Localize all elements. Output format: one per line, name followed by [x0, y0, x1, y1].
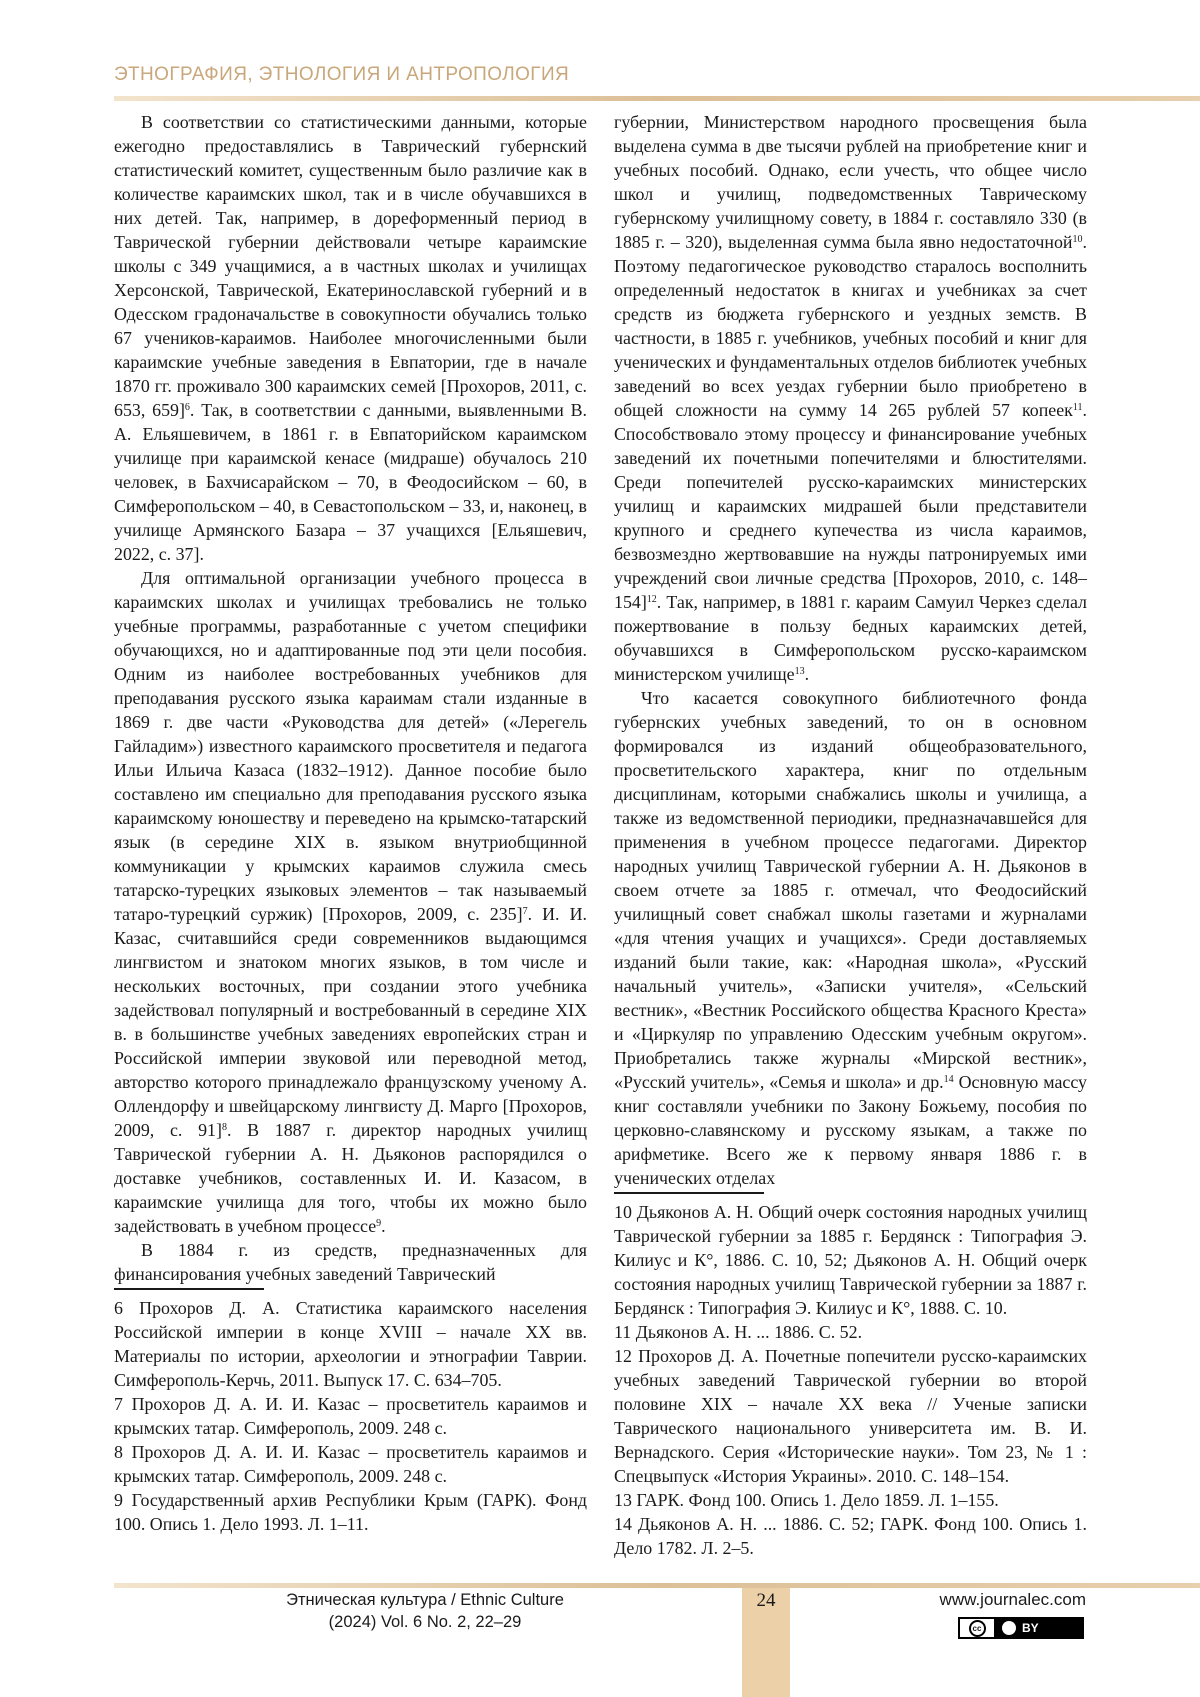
footnote-ref[interactable]: 8	[221, 1122, 227, 1133]
footnote: 12 Прохоров Д. А. Почетные попечители русско-караимских учебных заведений Таврической губернии во второй половине XIX – начале XX века // Ученые записки Таврического национального университета им. В. И. Вернадского. Серия «Исторические науки». Том 23, № 1 : Спецвыпуск «История Украины». 2010. С. 148–154.	[614, 1346, 1087, 1486]
body-paragraph: В 1884 г. из средств, предназначенных для финансирования учебных заведений Таврический	[114, 1240, 587, 1284]
footnote: 6 Прохоров Д. А. Статистика караимского населения Российской империи в конце XVIII – начале XX вв. Материалы по истории, археологии и этнографии Таврии. Симферополь-Керчь, 2011. Выпуск 17. С. 634–705.	[114, 1298, 587, 1390]
footnote: 14 Дьяконов А. Н. ... 1886. С. 52; ГАРК. Фонд 100. Опись 1. Дело 1782. Л. 2–5.	[614, 1514, 1087, 1558]
footnote-ref[interactable]: 10	[1072, 234, 1083, 245]
footnote-separator	[614, 1192, 764, 1194]
footnote-ref[interactable]: 11	[1072, 402, 1083, 413]
left-column	[114, 110, 587, 1536]
footnote-ref[interactable]: 9	[376, 1218, 382, 1229]
footnote-ref[interactable]: 13	[794, 666, 805, 677]
journal-website-link[interactable]: www.journalec.com	[939, 1590, 1086, 1609]
footnote-ref[interactable]: 7	[522, 906, 528, 917]
footnote: 9 Государственный архив Республики Крым (ГАРК). Фонд 100. Опись 1. Дело 1993. Л. 1–11.	[114, 1490, 587, 1534]
cc-icon: cc	[969, 1620, 986, 1637]
license-by-label: BY	[1022, 1621, 1039, 1635]
journal-title: Этническая культура / Ethnic Culture	[286, 1591, 564, 1609]
journal-issue: (2024) Vol. 6 No. 2, 22–29	[328, 1613, 522, 1631]
footnote-separator	[114, 1288, 264, 1290]
page-number: 24	[756, 1590, 776, 1611]
section-header: ЭТНОГРАФИЯ, ЭТНОЛОГИЯ И АНТРОПОЛОГИЯ	[114, 64, 570, 85]
body-paragraph: В соответствии со статистическими данными, которые ежегодно предоставлялись в Таврический губернский статистический комитет, существенным было различие как в количестве караимских школ, так и в числе обучавшихся в них детей. Так, например, в дореформенный период в Таврической губернии действовали четыре караимские школы с 349 учащимися, а в частных школах и училищах Херсонской, Таврической, Екатеринославской губерний и в Одесском градоначальстве в совокупности обучались только 67 учеников-караимов. Наиболее многочисленными были караимские учебные заведения в Евпатории, где в начале 1870 гг. проживало 300 караимских семей [Прохоров, 2011, с. 653, 659]$^6$. Так, в соответствии с данными, выявленными В. А. Ельяшевичем, в 1861 г. в Евпаторийском караимском училище при караимской кенасе (мидраше) обучалось 210 человек, в Бахчисарайском – 70, в Феодосийском – 60, в Симферопольском – 40, в Севастопольском – 33, и, наконец, в училище Армянского Базара – 37 учащихся [Ельяшевич, 2022, с. 37].	[114, 112, 587, 564]
footnote: 10 Дьяконов А. Н. Общий очерк состояния народных училищ Таврической губернии за 1885 г. Бердянск : Типография Э. Килиус и К°, 1886. С. 10, 52; Дьяконов А. Н. Общий очерк состояния народных училищ Таврической губернии за 1887 г. Бердянск : Типография Э. Килиус и К°, 1888. С. 10.	[614, 1202, 1087, 1318]
body-paragraph: губернии, Министерством народного просвещения была выделена сумма в две тысячи рублей на приобретение книг и учебных пособий. Однако, если учесть, что общее число школ и училищ, подведомственных Таврическому губернскому училищному совету, в 1884 г. составляло 330 (в 1885 г. – 320), выделенная сумма была явно недостаточной$^{10}$. Поэтому педагогическое руководство старалось восполнить определенный недостаток в книгах и учебниках за счет средств из бюджета губернского и уездных земств. В частности, в 1885 г. учебников, учебных пособий и книг для ученических и фундаментальных отделов библиотек учебных заведений во всех уездах губернии было приобретено в общей сложности на сумму 14 265 рублей 57 копеек$^{11}$. Способствовало этому процессу и финансирование учебных заведений их почетными попечителями и блюстителями. Среди попечителей русско-караимских министерских училищ и караимских мидрашей были представители крупного и среднего купечества из числа караимов, безвозмездно жертвовавшие на нужды патронируемых ими учреждений свои личные средства [Прохоров, 2010, с. 148–154]$^{12}$. Так, например, в 1881 г. караим Самуил Черкез сделал пожертвование в пользу бедных караимских детей, обучавшихся в Симферопольском русско-караимском министерском училище$^{13}$.	[614, 112, 1087, 684]
header-rule	[114, 96, 1200, 101]
cc-by-license-badge[interactable]	[958, 1617, 1084, 1639]
footer-rule	[114, 1583, 1200, 1588]
right-column	[614, 110, 1087, 1560]
footnote-ref[interactable]: 12	[646, 594, 657, 605]
footnote: 11 Дьяконов А. Н. ... 1886. С. 52.	[614, 1322, 863, 1342]
footnote: 7 Прохоров Д. А. И. И. Казас – просветитель караимов и крымских татар. Симферополь, 2009. 248 с.	[114, 1394, 587, 1438]
body-paragraph: Для оптимальной организации учебного процесса в караимских школах и училищах требовались не только учебные программы, разработанные с учетом специфики обучающихся, но и адаптированные под эти цели пособия. Одним из наиболее востребованных учебников для преподавания русского языка караимам стали изданные в 1869 г. две части «Руководства для детей» («Лерегель Гайладим») известного караимского просветителя и педагога Ильи Ильича Казаса (1832–1912). Данное пособие было составлено им специально для преподавания русского языка караимскому юношеству и переведено на крымско-татарский язык (в середине XIX в. языком внутриобщинной коммуникации у крымских караимов служила смесь татарско-турецких языковых элементов – так называемый татаро-турецкий суржик) [Прохоров, 2009, с. 235]$^7$. И. И. Казас, считавшийся среди современников выдающимся лингвистом и знатоком многих языков, в том числе и нескольких восточных, при создании этого учебника задействовал популярный и востребованный в середине XIX в. в большинстве учебных заведениях европейских стран и Российской империи звуковой или переводной метод, авторство которого принадлежало французскому ученому А. Оллендорфу и швейцарскому лингвисту Д. Марго [Прохоров, 2009, с. 91]$^8$. В 1887 г. директор народных училищ Таврической губернии А. Н. Дьяконов распорядился о доставке учебников, составленных И. И. Казасом, в караимские училища для того, чтобы их можно было задействовать в учебном процессе$^9$.	[114, 568, 587, 1236]
footnote-ref[interactable]: 14	[943, 1074, 954, 1085]
person-icon	[1002, 1621, 1016, 1635]
journal-citation	[250, 1589, 600, 1633]
footnote: 8 Прохоров Д. А. И. И. Казас – просветитель караимов и крымских татар. Симферополь, 2009. 248 с.	[114, 1442, 587, 1486]
body-paragraph: Что касается совокупного библиотечного фонда губернских учебных заведений, то он в основном формировался из изданий общеобразовательного, просветительского характера, книг по отдельным дисциплинам, которыми снабжались школы и училища, а также из ведомственной периодики, предназначавшейся для применения в учебном процессе педагогами. Директор народных училищ Таврической губернии А. Н. Дьяконов в своем отчете за 1885 г. отмечал, что Феодосийский училищный совет снабжал школы газетами и журналами «для чтения учащих и учащихся». Среди доставляемых изданий были такие, как: «Народная школа», «Русский начальный учитель», «Записки учителя», «Сельский вестник», «Вестник Российского общества Красного Креста» и «Циркуляр по управлению Одесским учебным округом». Приобретались также журналы «Мирской вестник», «Русский учитель», «Семья и школа» и др.$^{14}$ Основную массу книг составляли учебники по Закону Божьему, пособия по церковно-славянскому и русскому языкам, а также по арифметике. Всего же к первому января 1886 г. в ученических отделах	[614, 688, 1087, 1188]
footnote-ref[interactable]: 6	[184, 402, 190, 413]
footnote: 13 ГАРК. Фонд 100. Опись 1. Дело 1859. Л. 1–155.	[614, 1490, 999, 1510]
